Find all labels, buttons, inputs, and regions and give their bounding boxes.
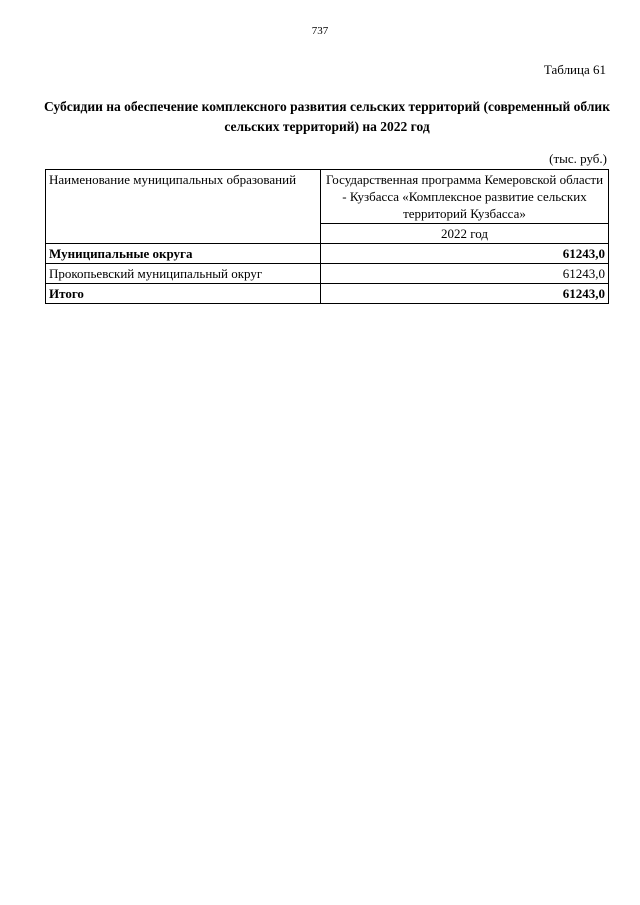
page-number: 737 <box>311 25 329 37</box>
table-row <box>46 244 609 264</box>
row-name-cell: Итого <box>46 284 321 304</box>
document-title: Субсидии на обеспечение комплексного развития сельских территорий (современный облик сельских территорий) на 2022 год <box>44 99 610 134</box>
row-value-cell: 61243,0 <box>321 284 609 304</box>
row-name-cell: Прокопьевский муниципальный округ <box>46 264 321 284</box>
header-program-cell: Государственная программа Кемеровской области - Кузбасса «Комплексное развитие сельских территорий Кузбасса» <box>321 170 609 224</box>
units-label: (тыс. руб.) <box>549 151 607 166</box>
row-value-cell: 61243,0 <box>321 264 609 284</box>
table-total-row <box>46 284 609 304</box>
table-label: Таблица 61 <box>543 62 606 77</box>
row-value-cell: 61243,0 <box>321 244 609 264</box>
header-name-cell: Наименование муниципальных образований <box>46 170 321 244</box>
row-name-cell: Муниципальные округа <box>46 244 321 264</box>
table-header-row <box>46 170 609 224</box>
subsidy-table <box>45 169 609 304</box>
header-year-cell: 2022 год <box>321 224 609 244</box>
table-row <box>46 264 609 284</box>
